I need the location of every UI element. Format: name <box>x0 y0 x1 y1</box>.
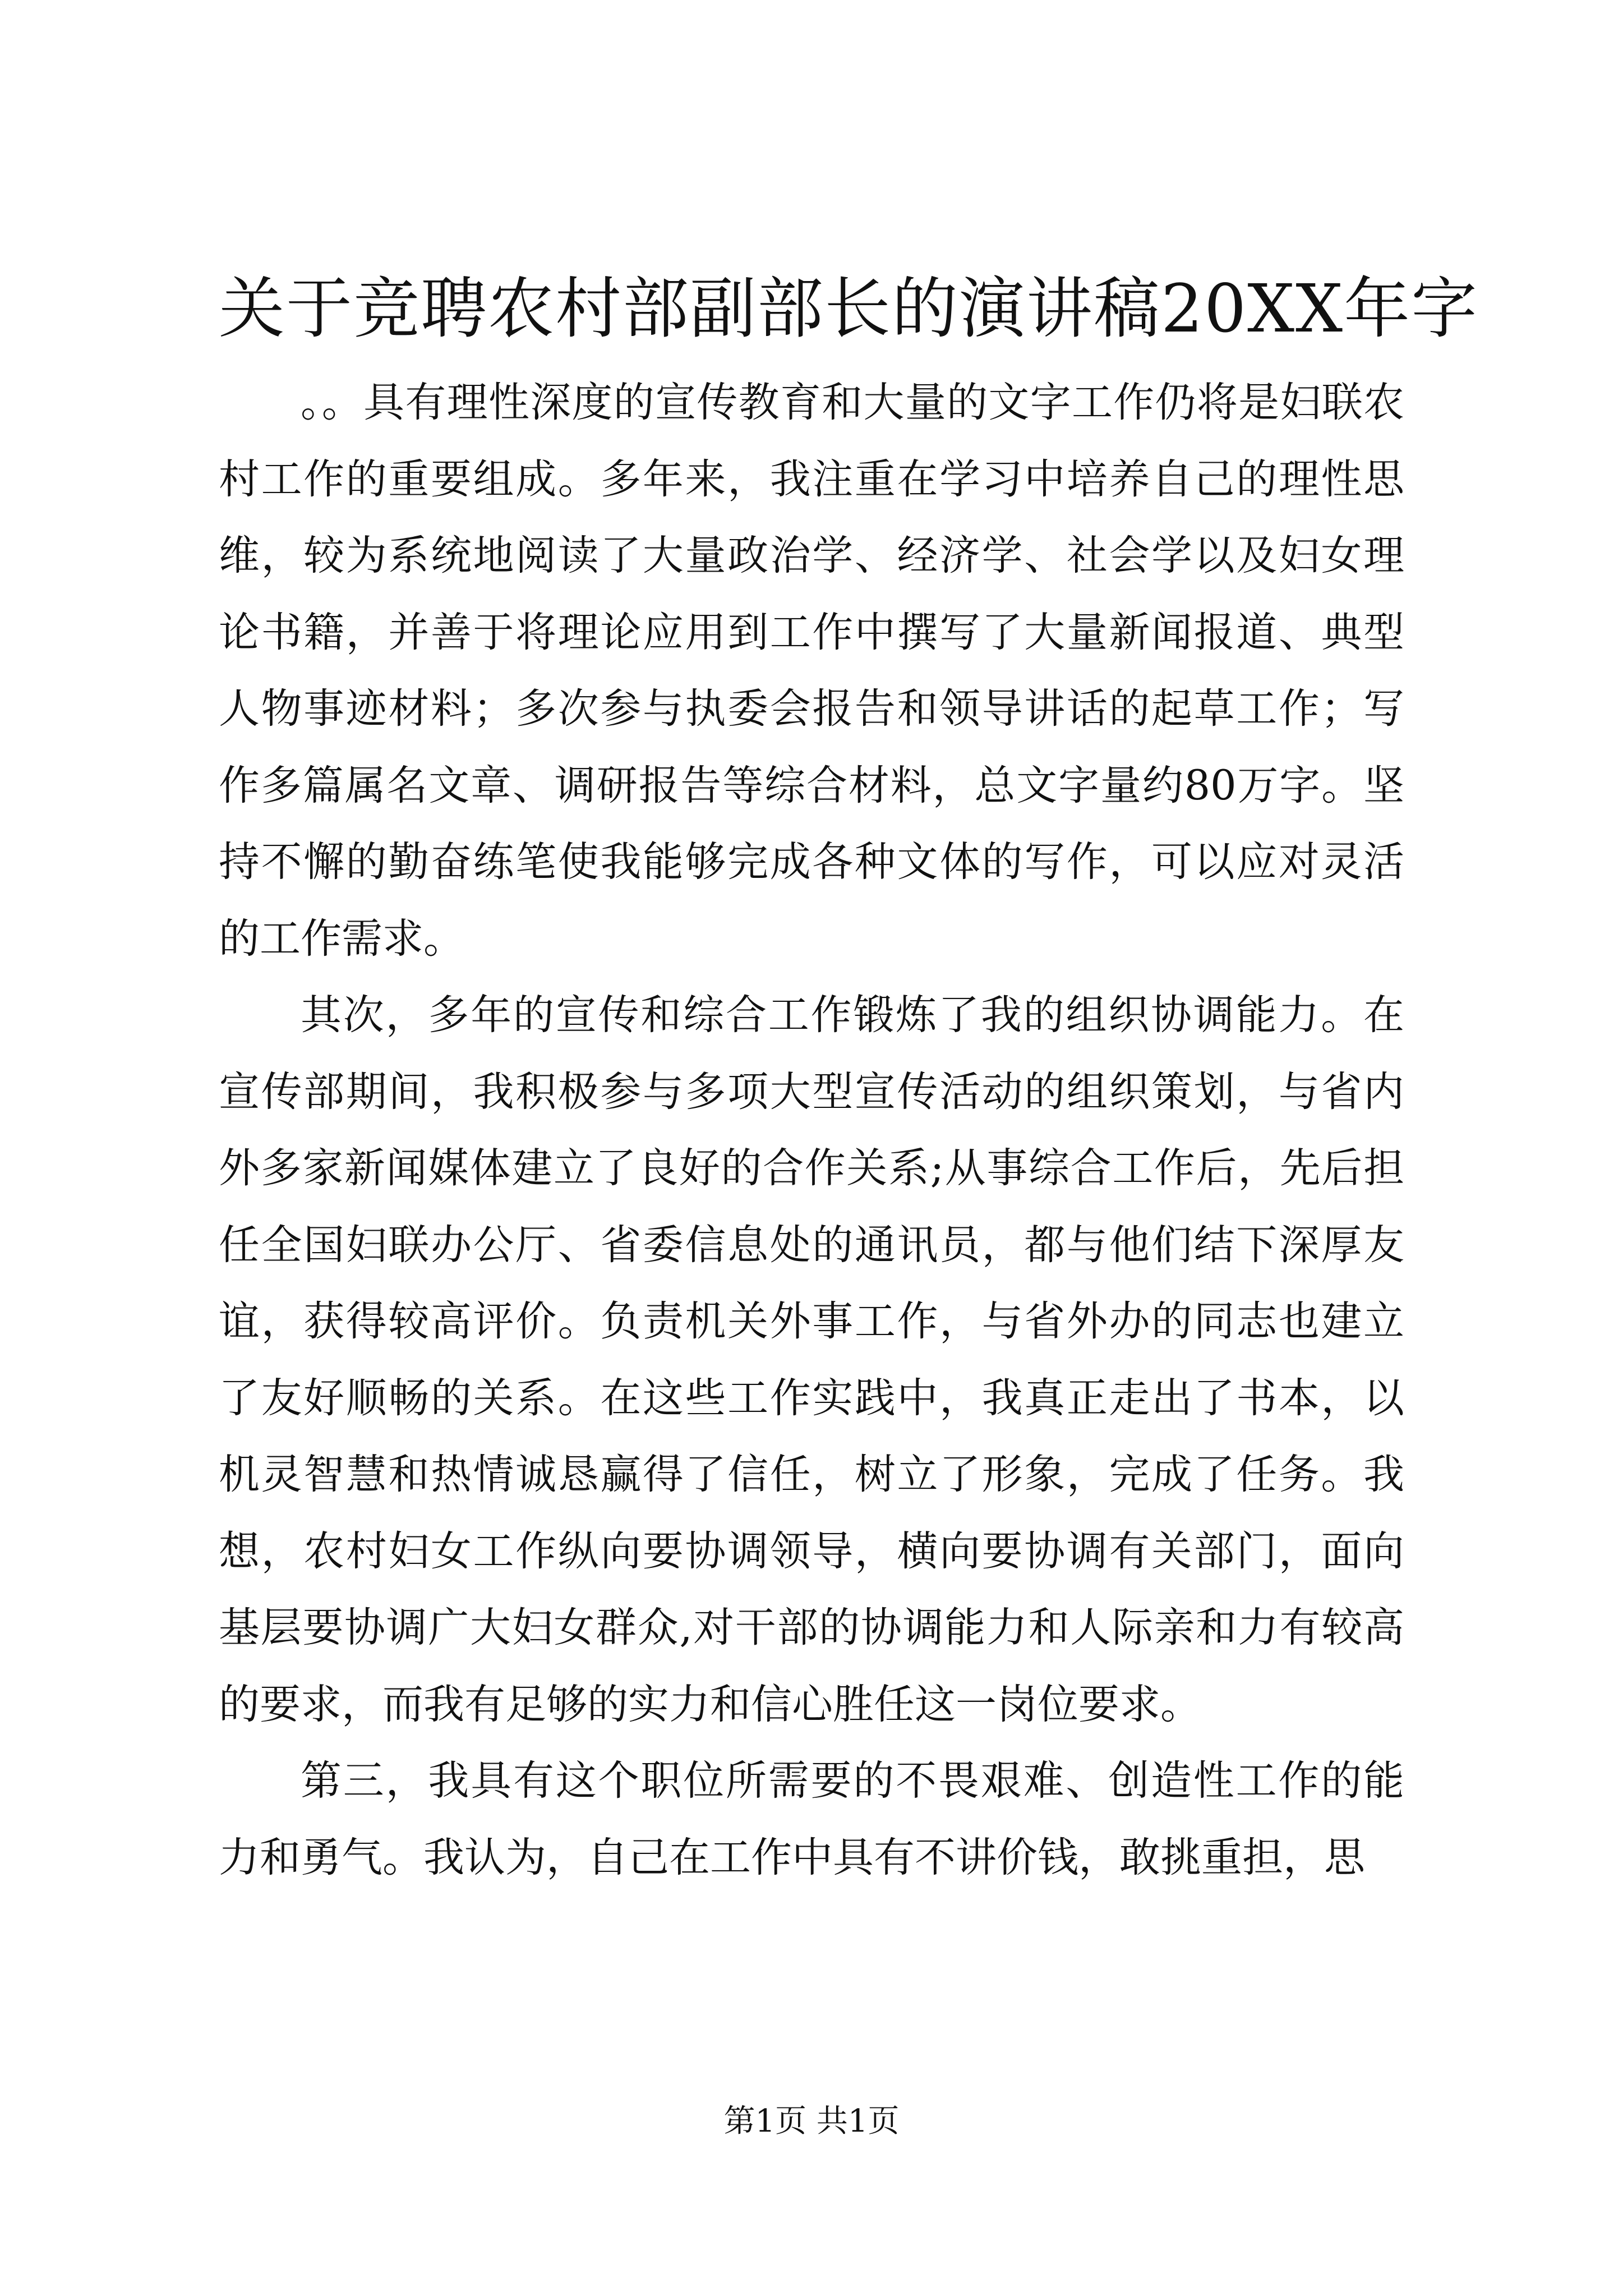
page-footer <box>0 2099 1623 2144</box>
paragraph-3: 第三，我具有这个职位所需要的不畏艰难、创造性工作的能力和勇气。我认为，自己在工作中具有不讲价钱，敢挑重担，思 <box>219 1757 1404 1881</box>
document-body <box>219 365 1404 1896</box>
paragraph-2: 其次，多年的宣传和综合工作锻炼了我的组织协调能力。在宣传部期间，我积极参与多项大型宣传活动的组织策划，与省内外多家新闻媒体建立了良好的合作关系;从事综合工作后，先后担任全国妇联办公厅、省委信息处的通讯员，都与他们结下深厚友谊，获得较高评价。负责机关外事工作，与省外办的同志也建立了友好顺畅的关系。在这些工作实践中，我真正走出了书本，以机灵智慧和热情诚恳赢得了信任，树立了形象，完成了任务。我想，农村妇女工作纵向要协调领导，横向要协调有关部门，面向基层要协调广大妇女群众,对干部的协调能力和人际亲和力有较高的要求，而我有足够的实力和信心胜任这一岗位要求。 <box>219 991 1404 1728</box>
paragraph-1: 。。具有理性深度的宣传教育和大量的文字工作仍将是妇联农村工作的重要组成。多年来，我注重在学习中培养自己的理性思维，较为系统地阅读了大量政治学、经济学、社会学以及妇女理论书籍，并善于将理论应用到工作中撰写了大量新闻报道、典型人物事迹材料；多次参与执委会报告和领导讲话的起草工作；写作多篇属名文章、调研报告等综合材料，总文字量约80万字。坚持不懈的勤奋练笔使我能够完成各种文体的写作，可以应对灵活的工作需求。 <box>219 379 1404 963</box>
document-title: 关于竞聘农村部副部长的演讲稿20XX年字 <box>219 270 1479 347</box>
page-number-label: 第1页 共1页 <box>723 2103 900 2139</box>
